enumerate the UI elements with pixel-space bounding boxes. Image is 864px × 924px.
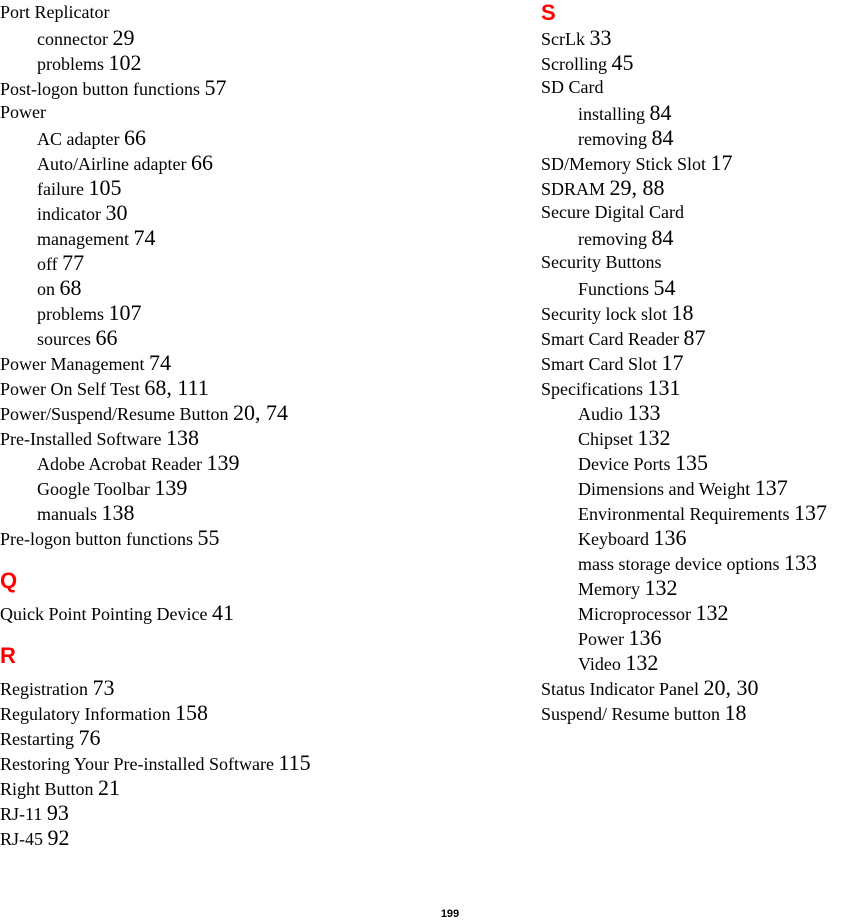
page-reference: 29	[112, 25, 135, 50]
section-letter: R	[0, 643, 16, 668]
index-term: Registration	[0, 679, 88, 699]
index-column-right	[541, 0, 864, 725]
index-term: Google Toolbar	[37, 479, 150, 499]
page-reference: 76	[78, 725, 101, 750]
index-term: Security Buttons	[541, 252, 662, 272]
index-term: indicator	[37, 204, 101, 224]
index-entry	[0, 725, 530, 750]
page-reference: 133	[783, 550, 817, 575]
index-subentry	[541, 125, 864, 150]
index-subentry	[0, 25, 530, 50]
index-term: Pre-Installed Software	[0, 429, 162, 449]
page-reference: 30	[105, 200, 128, 225]
section-letter: S	[541, 0, 556, 25]
page-reference: 138	[165, 425, 199, 450]
page-reference: 133	[627, 400, 661, 425]
index-term: Suspend/ Resume button	[541, 704, 720, 724]
index-subentry	[541, 275, 864, 300]
page-reference: 84	[651, 125, 674, 150]
index-term: Smart Card Reader	[541, 329, 679, 349]
index-entry	[541, 250, 864, 275]
index-term: Specifications	[541, 379, 643, 399]
page-reference: 66	[190, 150, 213, 175]
index-subentry	[0, 450, 530, 475]
index-entry	[541, 175, 864, 200]
index-term: Power/Suspend/Resume Button	[0, 404, 229, 424]
index-subentry	[541, 525, 864, 550]
page-reference: 17	[710, 150, 733, 175]
page-reference: 137	[754, 475, 788, 500]
index-entry	[0, 700, 530, 725]
index-subentry	[0, 150, 530, 175]
index-term: management	[37, 229, 129, 249]
page-reference: 21	[98, 775, 121, 800]
index-entry	[0, 600, 530, 625]
index-term: Keyboard	[578, 529, 649, 549]
page-reference: 18	[671, 300, 694, 325]
index-subentry	[541, 100, 864, 125]
index-term: ScrLk	[541, 29, 585, 49]
index-entry	[0, 775, 530, 800]
index-term: Adobe Acrobat Reader	[37, 454, 202, 474]
index-subentry	[0, 500, 530, 525]
index-entry	[0, 100, 530, 125]
page-reference: 102	[108, 50, 142, 75]
index-term: SD Card	[541, 77, 604, 97]
page-reference: 68	[59, 275, 82, 300]
index-subentry	[0, 175, 530, 200]
page-reference: 18	[724, 700, 747, 725]
page-reference: 73	[92, 675, 115, 700]
index-term: Right Button	[0, 779, 94, 799]
index-entry	[541, 50, 864, 75]
index-term: Status Indicator Panel	[541, 679, 699, 699]
index-entry	[541, 375, 864, 400]
page-reference: 29, 88	[609, 175, 665, 200]
index-term: Audio	[578, 404, 623, 424]
page-reference: 132	[625, 650, 659, 675]
index-subentry	[0, 200, 530, 225]
index-term: Environmental Requirements	[578, 504, 790, 524]
index-entry	[0, 75, 530, 100]
index-term: Regulatory Information	[0, 704, 171, 724]
page-reference: 93	[46, 800, 69, 825]
index-term: problems	[37, 54, 104, 74]
page-number: 199	[440, 908, 460, 920]
page-reference: 105	[88, 175, 122, 200]
index-term: on	[37, 279, 55, 299]
page-reference: 66	[123, 125, 146, 150]
page-reference: 74	[133, 225, 156, 250]
index-entry	[541, 700, 864, 725]
index-subentry	[541, 550, 864, 575]
index-term: Functions	[578, 279, 650, 299]
index-subentry	[0, 250, 530, 275]
index-term: Pre-logon button functions	[0, 529, 193, 549]
index-subentry	[0, 125, 530, 150]
page-reference: 138	[101, 500, 135, 525]
index-term: Microprocessor	[578, 604, 691, 624]
page-reference: 136	[628, 625, 662, 650]
index-subentry	[0, 50, 530, 75]
index-term: RJ-45	[0, 829, 44, 849]
index-term: failure	[37, 179, 84, 199]
index-term: SD/Memory Stick Slot	[541, 154, 707, 174]
page-reference: 68, 111	[144, 375, 209, 400]
index-entry	[541, 150, 864, 175]
index-subentry	[541, 625, 864, 650]
index-subentry	[0, 325, 530, 350]
index-term: Dimensions and Weight	[578, 479, 751, 499]
index-subentry	[541, 425, 864, 450]
index-entry	[541, 300, 864, 325]
page-reference: 158	[174, 700, 208, 725]
page-reference: 84	[651, 225, 674, 250]
index-term: Scrolling	[541, 54, 607, 74]
index-entry	[0, 800, 530, 825]
index-term: Power	[578, 629, 624, 649]
page-reference: 115	[278, 750, 311, 775]
page-reference: 17	[661, 350, 684, 375]
index-term: Port Replicator	[0, 2, 110, 22]
index-term: removing	[578, 229, 647, 249]
index-subentry	[0, 275, 530, 300]
index-term: mass storage device options	[578, 554, 780, 574]
index-term: Power On Self Test	[0, 379, 140, 399]
page-reference: 20, 74	[233, 400, 288, 425]
index-term: Memory	[578, 579, 640, 599]
page-reference: 33	[589, 25, 612, 50]
index-subentry	[0, 300, 530, 325]
page-reference: 92	[47, 825, 70, 850]
index-term: manuals	[37, 504, 97, 524]
index-entry	[541, 325, 864, 350]
page-reference: 57	[204, 75, 227, 100]
index-subentry	[541, 475, 864, 500]
index-term: removing	[578, 129, 647, 149]
page-reference: 107	[108, 300, 142, 325]
index-term: Smart Card Slot	[541, 354, 657, 374]
index-term: Video	[578, 654, 621, 674]
index-entry	[0, 675, 530, 700]
index-subentry	[541, 400, 864, 425]
index-term: Security lock slot	[541, 304, 667, 324]
index-term: off	[37, 254, 58, 274]
index-subentry	[541, 650, 864, 675]
index-subentry	[541, 600, 864, 625]
index-entry	[541, 675, 864, 700]
index-entry	[541, 75, 864, 100]
index-term: Restarting	[0, 729, 74, 749]
index-entry	[0, 425, 530, 450]
index-term: connector	[37, 29, 108, 49]
page-reference: 132	[644, 575, 678, 600]
page-reference: 54	[653, 275, 676, 300]
index-entry	[0, 400, 530, 425]
page-reference: 41	[211, 600, 234, 625]
page-reference: 66	[95, 325, 118, 350]
page-reference: 45	[611, 50, 634, 75]
index-term: AC adapter	[37, 129, 120, 149]
page-reference: 139	[154, 475, 188, 500]
page-reference: 137	[793, 500, 827, 525]
page-reference: 132	[695, 600, 729, 625]
page-reference: 135	[674, 450, 708, 475]
section-letter: Q	[0, 568, 18, 593]
page-reference: 20, 30	[703, 675, 759, 700]
index-subentry	[541, 500, 864, 525]
index-entry	[541, 25, 864, 50]
page-reference: 74	[148, 350, 171, 375]
index-term: Secure Digital Card	[541, 202, 684, 222]
index-entry	[0, 825, 530, 850]
index-term: Post-logon button functions	[0, 79, 201, 99]
index-term: Chipset	[578, 429, 634, 449]
index-entry	[541, 350, 864, 375]
page-reference: 55	[197, 525, 220, 550]
index-term: Device Ports	[578, 454, 671, 474]
index-term: RJ-11	[0, 804, 43, 824]
index-term: Quick Point Pointing Device	[0, 604, 208, 624]
index-entry	[0, 525, 530, 550]
index-entry	[0, 0, 530, 25]
page-reference: 139	[206, 450, 240, 475]
index-entry	[0, 375, 530, 400]
index-term: installing	[578, 104, 645, 124]
index-subentry	[541, 450, 864, 475]
page-reference: 132	[637, 425, 671, 450]
page-reference: 136	[653, 525, 687, 550]
index-term: Power	[0, 102, 46, 122]
index-subentry	[0, 475, 530, 500]
index-term: SDRAM	[541, 179, 606, 199]
page-reference: 131	[647, 375, 681, 400]
page-reference: 87	[683, 325, 706, 350]
index-subentry	[541, 225, 864, 250]
index-term: problems	[37, 304, 104, 324]
index-term: Restoring Your Pre-installed Software	[0, 754, 274, 774]
page-reference: 77	[62, 250, 85, 275]
index-entry	[0, 350, 530, 375]
index-entry	[0, 750, 530, 775]
index-subentry	[0, 225, 530, 250]
index-term: Power Management	[0, 354, 145, 374]
index-term: sources	[37, 329, 91, 349]
index-subentry	[541, 575, 864, 600]
index-entry	[541, 200, 864, 225]
page-reference: 84	[649, 100, 672, 125]
index-term: Auto/Airline adapter	[37, 154, 187, 174]
